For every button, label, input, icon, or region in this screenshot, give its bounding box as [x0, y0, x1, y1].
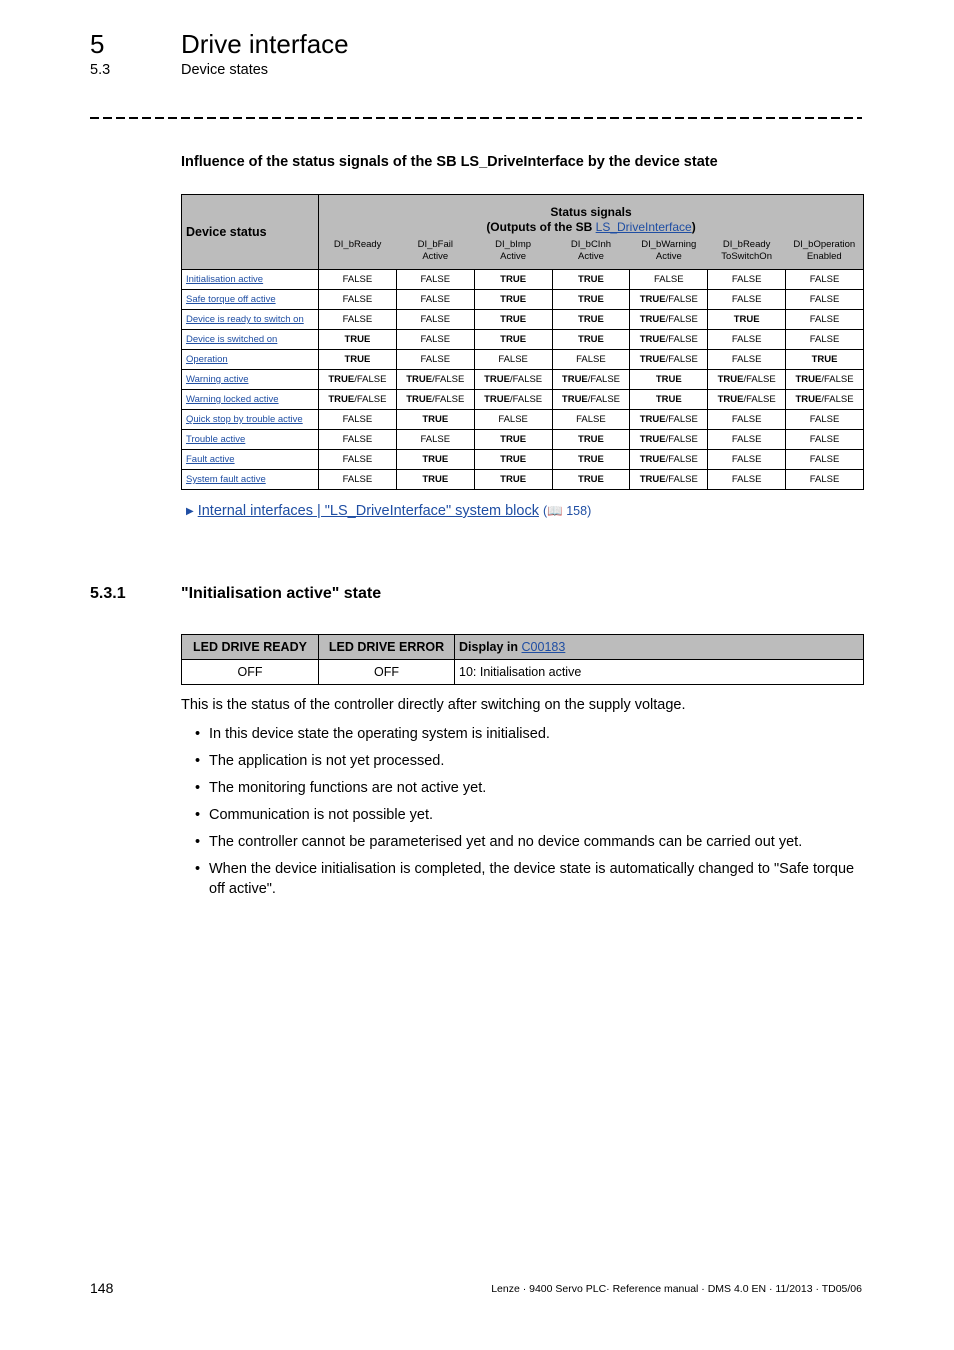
- signal-value-cell: TRUE/FALSE: [630, 450, 708, 470]
- signal-value-cell: TRUE/FALSE: [630, 410, 708, 430]
- signal-value-cell: TRUE/FALSE: [630, 350, 708, 370]
- status-signals-subtitle-prefix: (Outputs of the SB: [486, 220, 596, 234]
- footer-doc-info: Lenze · 9400 Servo PLC· Reference manual · DMS 4.0 EN · 11/2013 · TD05/06: [491, 1283, 862, 1295]
- signal-value-cell: FALSE: [319, 310, 397, 330]
- table-row: [182, 330, 864, 350]
- table-row: [182, 290, 864, 310]
- status-signals-header: [319, 195, 864, 239]
- signal-value-cell: TRUE: [319, 330, 397, 350]
- crossref-text[interactable]: Internal interfaces | "LS_DriveInterface" system block: [197, 503, 539, 519]
- device-state-cell: [182, 430, 319, 450]
- device-state-link[interactable]: Quick stop by trouble active: [186, 414, 303, 425]
- signal-value-cell: TRUE: [474, 450, 552, 470]
- signal-value-cell: TRUE/FALSE: [786, 370, 864, 390]
- signal-value-cell: TRUE: [708, 310, 786, 330]
- status-table-body: [182, 270, 864, 490]
- page-number: 148: [90, 1280, 114, 1296]
- table-row: [182, 390, 864, 410]
- signal-value-cell: FALSE: [786, 310, 864, 330]
- signal-column-header: DI_bReady: [319, 238, 397, 270]
- bullet-list: [195, 724, 865, 906]
- device-state-cell: [182, 330, 319, 350]
- device-state-cell: [182, 410, 319, 430]
- signal-value-cell: TRUE: [474, 330, 552, 350]
- device-state-link[interactable]: Initialisation active: [186, 274, 264, 285]
- intro-paragraph: This is the status of the controller directly after switching on the supply voltage.: [181, 697, 686, 713]
- signal-value-cell: TRUE/FALSE: [474, 390, 552, 410]
- c00183-link[interactable]: C00183: [521, 640, 566, 654]
- signal-value-cell: FALSE: [708, 470, 786, 490]
- signal-value-cell: TRUE: [474, 270, 552, 290]
- display-value: 10: Initialisation active: [455, 660, 864, 685]
- table-row: [182, 350, 864, 370]
- signal-value-cell: FALSE: [708, 450, 786, 470]
- signal-value-cell: FALSE: [319, 470, 397, 490]
- table-row: [182, 370, 864, 390]
- signal-value-cell: FALSE: [708, 430, 786, 450]
- signal-value-cell: TRUE: [474, 470, 552, 490]
- section-number: 5.3: [90, 62, 111, 78]
- device-state-cell: [182, 290, 319, 310]
- device-state-link[interactable]: Warning locked active: [186, 394, 279, 405]
- status-table-heading: Influence of the status signals of the SB LS_DriveInterface by the device state: [181, 154, 718, 170]
- signal-value-cell: FALSE: [786, 430, 864, 450]
- list-item: • Communication is not possible yet.: [195, 805, 865, 825]
- signal-value-cell: TRUE/FALSE: [630, 290, 708, 310]
- signal-value-cell: TRUE: [552, 270, 630, 290]
- signal-value-cell: TRUE: [396, 450, 474, 470]
- signal-value-cell: TRUE/FALSE: [396, 370, 474, 390]
- ls-driveinterface-link[interactable]: LS_DriveInterface: [595, 220, 692, 234]
- device-state-cell: [182, 270, 319, 290]
- signal-value-cell: FALSE: [396, 430, 474, 450]
- led-drive-ready-header: LED DRIVE READY: [182, 635, 319, 660]
- status-signals-table: [181, 194, 864, 490]
- device-state-link[interactable]: Fault active: [186, 454, 235, 465]
- signal-value-cell: TRUE/FALSE: [552, 370, 630, 390]
- signal-value-cell: FALSE: [396, 330, 474, 350]
- signal-value-cell: TRUE/FALSE: [708, 390, 786, 410]
- list-item: • The application is not yet processed.: [195, 751, 865, 771]
- signal-value-cell: FALSE: [396, 350, 474, 370]
- header-divider: [90, 117, 862, 119]
- signal-column-header: DI_bCInh Active: [552, 238, 630, 270]
- signal-value-cell: FALSE: [786, 410, 864, 430]
- table-row: [182, 310, 864, 330]
- signal-value-cell: FALSE: [786, 330, 864, 350]
- led-drive-error-header: LED DRIVE ERROR: [319, 635, 455, 660]
- signal-value-cell: TRUE/FALSE: [786, 390, 864, 410]
- signal-value-cell: FALSE: [630, 270, 708, 290]
- signal-value-cell: TRUE/FALSE: [552, 390, 630, 410]
- table-row: [182, 270, 864, 290]
- signal-value-cell: FALSE: [319, 290, 397, 310]
- signal-value-cell: FALSE: [319, 450, 397, 470]
- signal-value-cell: FALSE: [319, 410, 397, 430]
- signal-value-cell: FALSE: [786, 270, 864, 290]
- signal-value-cell: TRUE: [396, 470, 474, 490]
- signal-value-cell: TRUE/FALSE: [630, 470, 708, 490]
- device-state-link[interactable]: Trouble active: [186, 434, 246, 445]
- signal-value-cell: FALSE: [396, 270, 474, 290]
- device-status-header: Device status: [182, 195, 319, 270]
- signal-value-cell: TRUE/FALSE: [630, 310, 708, 330]
- signal-value-cell: FALSE: [474, 410, 552, 430]
- crossref-link[interactable]: [186, 503, 591, 519]
- signal-value-cell: TRUE: [552, 310, 630, 330]
- signal-value-cell: TRUE: [630, 390, 708, 410]
- section-title: Device states: [181, 62, 269, 78]
- subsection-title: "Initialisation active" state: [181, 585, 382, 602]
- signal-value-cell: FALSE: [708, 410, 786, 430]
- device-state-link[interactable]: Operation: [186, 354, 228, 365]
- list-item: • The controller cannot be parameterised yet and no device commands can be carried out yet.: [195, 832, 865, 852]
- book-icon: 📖: [547, 504, 563, 518]
- signal-value-cell: TRUE: [319, 350, 397, 370]
- table-row: [182, 410, 864, 430]
- display-header: Display in C00183: [455, 635, 864, 660]
- signal-column-header: DI_bImp Active: [474, 238, 552, 270]
- signal-value-cell: TRUE: [552, 470, 630, 490]
- signal-value-cell: TRUE: [552, 330, 630, 350]
- signal-value-cell: TRUE: [630, 370, 708, 390]
- signal-value-cell: TRUE: [396, 410, 474, 430]
- signal-column-header: DI_bReady ToSwitchOn: [708, 238, 786, 270]
- signal-value-cell: FALSE: [319, 270, 397, 290]
- list-item: • The monitoring functions are not active yet.: [195, 778, 865, 798]
- signal-value-cell: FALSE: [708, 330, 786, 350]
- crossref-page[interactable]: (📖 158): [543, 504, 592, 518]
- signal-value-cell: FALSE: [708, 350, 786, 370]
- signal-value-cell: TRUE/FALSE: [630, 330, 708, 350]
- signal-value-cell: FALSE: [474, 350, 552, 370]
- signal-value-cell: TRUE: [552, 430, 630, 450]
- signal-value-cell: TRUE/FALSE: [319, 370, 397, 390]
- signal-value-cell: TRUE: [552, 290, 630, 310]
- signal-column-header: DI_bOperation Enabled: [786, 238, 864, 270]
- signal-value-cell: TRUE/FALSE: [708, 370, 786, 390]
- list-item: • In this device state the operating system is initialised.: [195, 724, 865, 744]
- signal-value-cell: FALSE: [552, 350, 630, 370]
- status-signals-title: Status signals: [550, 205, 632, 219]
- device-state-cell: [182, 390, 319, 410]
- table-row: [182, 450, 864, 470]
- signal-value-cell: TRUE: [474, 310, 552, 330]
- signal-value-cell: FALSE: [396, 310, 474, 330]
- table-row: [182, 470, 864, 490]
- signal-value-cell: TRUE/FALSE: [319, 390, 397, 410]
- list-item: • When the device initialisation is completed, the device state is automatically changed to "Safe torque off active".: [195, 859, 865, 899]
- signal-value-cell: FALSE: [786, 450, 864, 470]
- chapter-title: Drive interface: [181, 29, 349, 59]
- device-state-cell: [182, 450, 319, 470]
- signal-column-header: DI_bFail Active: [396, 238, 474, 270]
- signal-value-cell: TRUE: [786, 350, 864, 370]
- signal-value-cell: TRUE/FALSE: [474, 370, 552, 390]
- status-signals-subtitle-suffix: ): [691, 220, 696, 234]
- signal-value-cell: TRUE: [474, 290, 552, 310]
- device-state-link[interactable]: Device is switched on: [186, 334, 278, 345]
- signal-value-cell: TRUE: [552, 450, 630, 470]
- signal-value-cell: FALSE: [786, 470, 864, 490]
- signal-value-cell: FALSE: [786, 290, 864, 310]
- signal-value-cell: FALSE: [319, 430, 397, 450]
- device-state-link[interactable]: System fault active: [186, 474, 266, 485]
- device-state-cell: [182, 310, 319, 330]
- chapter-number: 5: [90, 29, 105, 59]
- device-state-cell: [182, 470, 319, 490]
- subsection-number: 5.3.1: [90, 585, 126, 602]
- signal-value-cell: FALSE: [552, 410, 630, 430]
- signal-value-cell: TRUE/FALSE: [396, 390, 474, 410]
- arrow-right-icon: ▶: [186, 506, 194, 517]
- led-drive-ready-value: OFF: [182, 660, 319, 685]
- led-drive-error-value: OFF: [319, 660, 455, 685]
- signal-value-cell: TRUE/FALSE: [630, 430, 708, 450]
- signal-value-cell: FALSE: [708, 270, 786, 290]
- device-state-link[interactable]: Warning active: [186, 374, 249, 385]
- signal-column-header: DI_bWarning Active: [630, 238, 708, 270]
- signal-value-cell: TRUE: [474, 430, 552, 450]
- device-state-link[interactable]: Safe torque off active: [186, 294, 276, 305]
- led-table: [181, 634, 864, 685]
- device-state-cell: [182, 370, 319, 390]
- device-state-link[interactable]: Device is ready to switch on: [186, 314, 304, 325]
- device-state-cell: [182, 350, 319, 370]
- signal-value-cell: FALSE: [708, 290, 786, 310]
- signal-value-cell: FALSE: [396, 290, 474, 310]
- table-row: [182, 430, 864, 450]
